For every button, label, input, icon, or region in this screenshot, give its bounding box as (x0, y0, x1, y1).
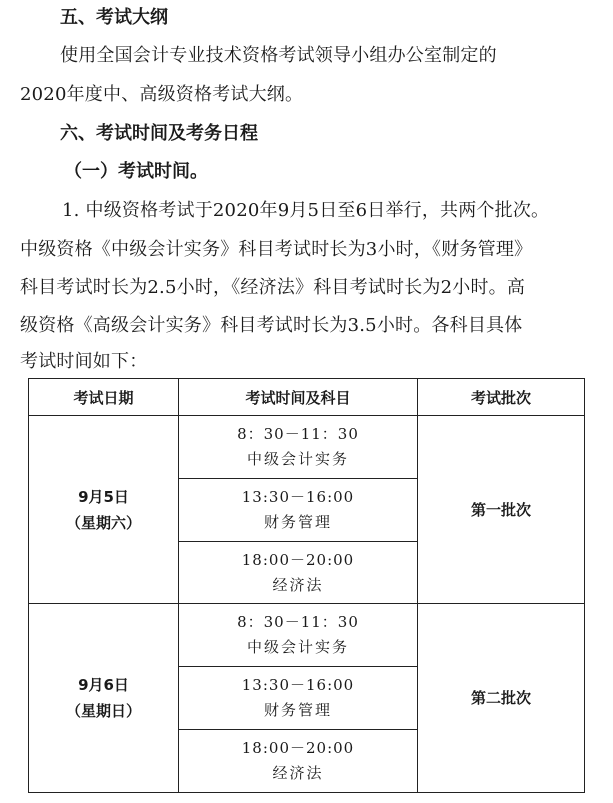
paragraph-line-3: 科目考试时长为2.5小时，《经济法》科目考试时长为2小时。高 (20, 277, 526, 298)
table-header-row (29, 379, 585, 416)
slot-cell (179, 541, 418, 604)
header-exam-date: 考试日期 (29, 379, 179, 416)
slot-time: 8：30－11：30 (237, 613, 359, 632)
section-6-heading: 六、考试时间及考务日程 (60, 123, 258, 144)
weekday-label: （星期六） (65, 513, 141, 532)
slot-time: 18:00－20:00 (241, 739, 355, 758)
date-cell-day-1 (29, 416, 179, 604)
date-cell-day-2 (29, 604, 179, 793)
slot-time: 13:30－16:00 (241, 487, 355, 506)
slot-cell (179, 604, 418, 667)
batch-cell-1: 第一批次 (418, 416, 585, 604)
slot-time: 18:00－20:00 (241, 550, 355, 569)
slot-cell (179, 416, 418, 479)
slot-time: 13:30－16:00 (241, 676, 355, 695)
date-label: 9月6日 (78, 676, 129, 695)
exam-schedule-table (28, 378, 585, 793)
table-row (29, 416, 585, 479)
slot-cell (179, 667, 418, 730)
slot-subject: 经济法 (272, 575, 324, 594)
section-5-text-line-2: 2020年度中、高级资格考试大纲。 (20, 84, 304, 105)
paragraph-line-2: 中级资格《中级会计实务》科目考试时长为3小时，《财务管理》 (20, 239, 533, 260)
section-5-text-line-1: 使用全国会计专业技术资格考试领导小组办公室制定的 (60, 45, 497, 66)
batch-cell-2: 第二批次 (418, 604, 585, 793)
slot-time: 8：30－11：30 (237, 424, 359, 443)
section-5-heading: 五、考试大纲 (60, 7, 168, 28)
header-exam-batch: 考试批次 (418, 379, 585, 416)
paragraph-line-1: 1. 中级资格考试于2020年9月5日至6日举行，共两个批次。 (62, 200, 550, 221)
slot-cell (179, 478, 418, 541)
slot-subject: 财务管理 (263, 701, 332, 720)
table-row (29, 604, 585, 667)
header-exam-time-subject: 考试时间及科目 (179, 379, 418, 416)
paragraph-line-5: 考试时间如下： (20, 351, 148, 372)
slot-cell (179, 730, 418, 793)
weekday-label: （星期日） (65, 702, 141, 721)
slot-subject: 中级会计实务 (246, 638, 349, 657)
paragraph-line-4: 级资格《高级会计实务》科目考试时长为3.5小时。各科目具体 (20, 315, 523, 336)
slot-subject: 财务管理 (263, 512, 332, 531)
slot-subject: 中级会计实务 (246, 449, 349, 468)
slot-subject: 经济法 (272, 764, 324, 783)
date-label: 9月5日 (78, 487, 129, 506)
section-6-subheading: （一）考试时间。 (64, 161, 208, 182)
